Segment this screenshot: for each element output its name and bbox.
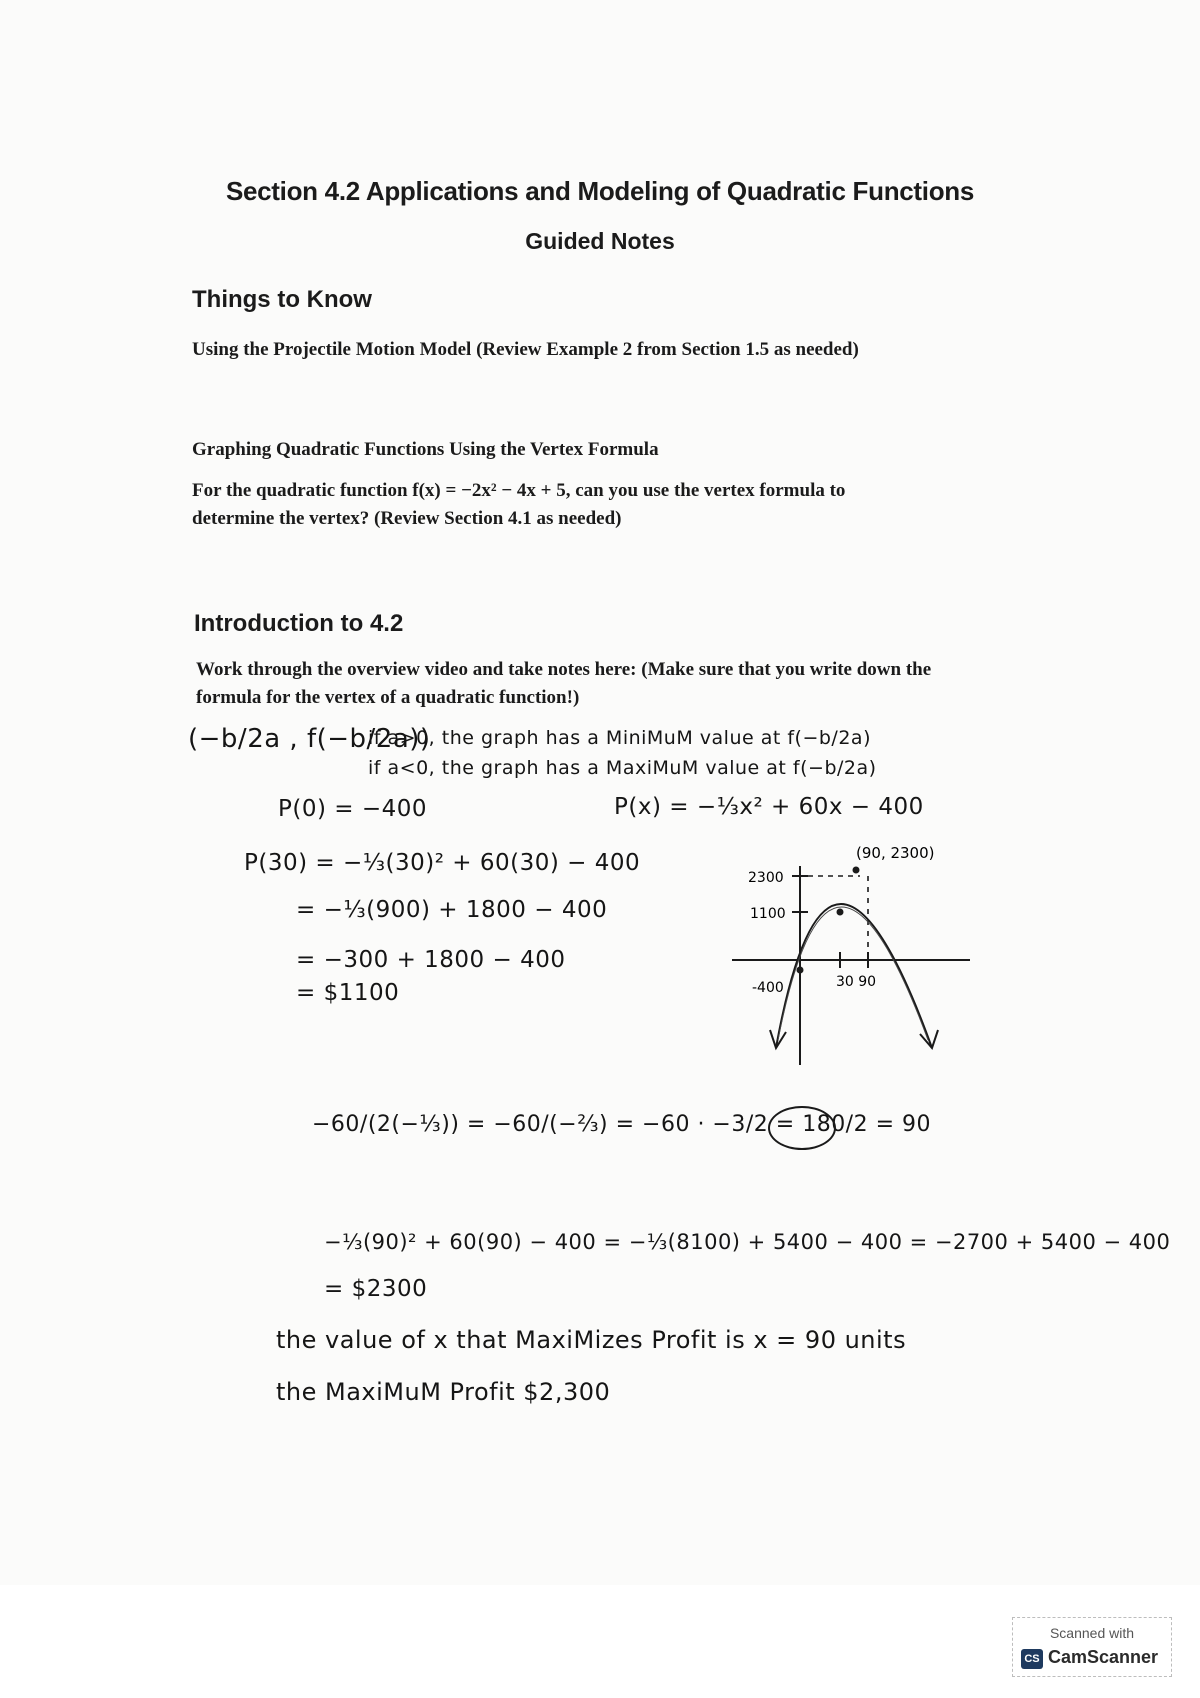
vertex-label: (90, 2300) [856, 844, 935, 862]
things-to-know-heading: Things to Know [192, 286, 372, 313]
watermark-scanned-with: Scanned with [1049, 1625, 1135, 1641]
page-title: Section 4.2 Applications and Modeling of Quadratic Functions [225, 176, 975, 206]
camscanner-logo-icon: CS [1021, 1649, 1043, 1669]
y-label-2300: 2300 [748, 870, 784, 886]
hand-p0: P(0) = −400 [278, 796, 428, 822]
intro-prompt-line2: formula for the vertex of a quadratic function!) [196, 687, 580, 708]
intro-heading: Introduction to 4.2 [194, 610, 404, 637]
x-labels: 30 90 [836, 974, 877, 990]
vertex-question-line1: For the quadratic function f(x) = −2x² − 4x + 5, can you use the vertex formula to [192, 480, 846, 501]
hand-max-line2: = $2300 [324, 1276, 428, 1302]
watermark-app-name: CamScanner [1048, 1647, 1159, 1667]
hand-conclusion2: the MaxiMuM Profit $2,300 [276, 1378, 611, 1406]
vertex-point [853, 867, 860, 874]
things-item-projectile: Using the Projectile Motion Model (Review Example 2 from Section 1.5 as needed) [192, 339, 859, 360]
y-label-1100: 1100 [750, 906, 786, 922]
point-yintercept [797, 967, 804, 974]
hand-p30-line3: = −300 + 1800 − 400 [296, 947, 566, 973]
camscanner-watermark [1012, 1617, 1172, 1677]
hand-x-vertex-calc: −60/(2(−⅓)) = −60/(−⅔) = −60 · −3/2 = 180/2 = 90 [312, 1112, 932, 1137]
things-item-vertex-formula: Graphing Quadratic Functions Using the Vertex Formula [192, 439, 659, 460]
hand-p30-line4: = $1100 [296, 980, 400, 1006]
intro-prompt-line1: Work through the overview video and take notes here: (Make sure that you write down the [196, 659, 932, 680]
circled-answer [768, 1106, 836, 1150]
point-30-1100 [837, 909, 844, 916]
hand-vertex-formula: (−b/2a , f(−b/2a)) [188, 724, 431, 754]
hand-max-line1: −⅓(90)² + 60(90) − 400 = −⅓(8100) + 5400 − 400 = −2700 + 5400 − 400 [324, 1230, 1171, 1254]
hand-model: P(x) = −⅓x² + 60x − 400 [614, 794, 924, 820]
parabola-sketch [720, 830, 980, 1070]
hand-p30-line1: P(30) = −⅓(30)² + 60(30) − 400 [244, 850, 641, 876]
hand-rule-min: if a>0, the graph has a MiniMuM value at f(−b/2a) [368, 727, 871, 749]
vertex-question-line2: determine the vertex? (Review Section 4.1 as needed) [192, 508, 622, 529]
hand-conclusion1: the value of x that MaxiMizes Profit is x = 90 units [276, 1326, 907, 1354]
hand-p30-line2: = −⅓(900) + 1800 − 400 [296, 897, 608, 923]
y-label-neg400: -400 [752, 980, 784, 996]
page-subtitle: Guided Notes [525, 228, 675, 254]
hand-rule-max: if a<0, the graph has a MaxiMuM value at f(−b/2a) [368, 757, 877, 779]
